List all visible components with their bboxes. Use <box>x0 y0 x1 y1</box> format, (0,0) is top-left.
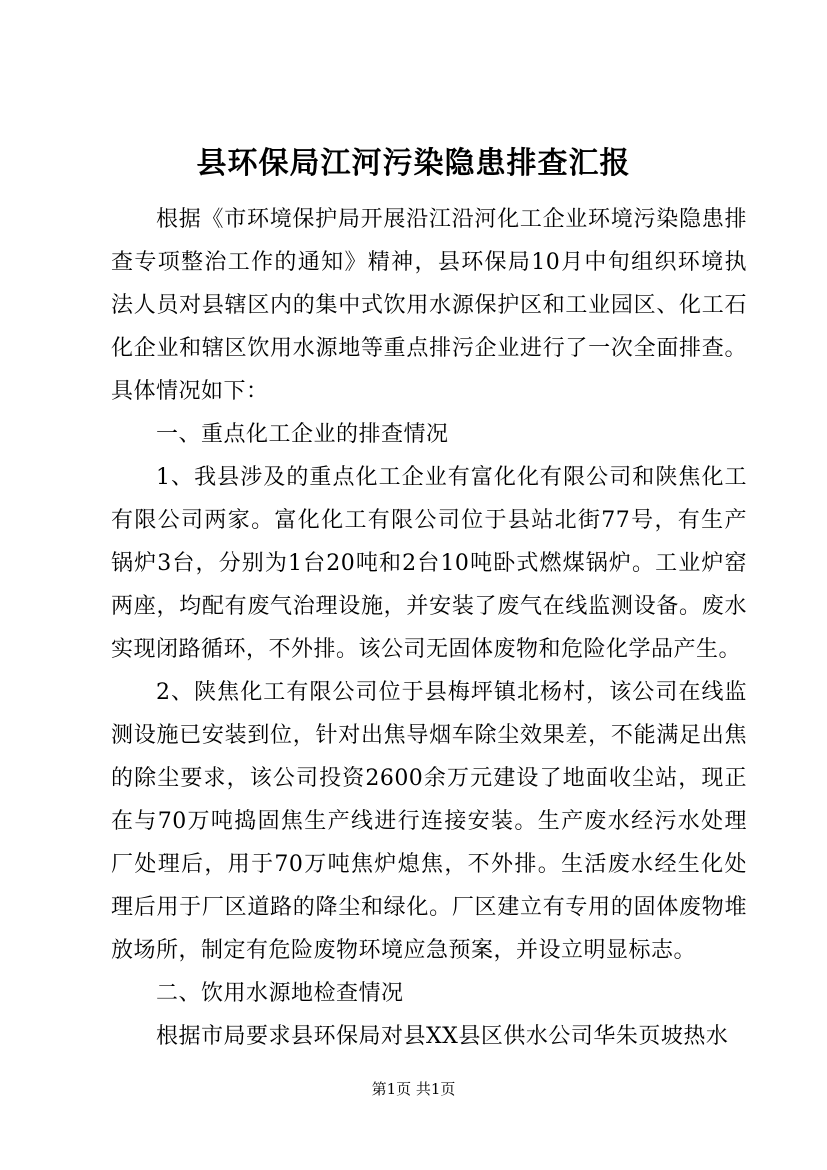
paragraph-intro: 根据《市环境保护局开展沿江沿河化工企业环境污染隐患排查专项整治工作的通知》精神，县环保局10月中旬组织环境执法人员对县辖区内的集中式饮用水源保护区和工业园区、化工石化企业和辖区饮用水源地等重点排污企业进行了一次全面排查。具体情况如下： <box>111 207 747 404</box>
section-heading-2: 二、饮用水源地检查情况 <box>156 981 404 1006</box>
section-heading-1: 一、重点化工企业的排查情况 <box>156 422 449 447</box>
document-body <box>111 198 747 1058</box>
document-title: 县环保局江河污染隐患排查汇报 <box>196 146 631 181</box>
page-footer: 第1页 共1页 <box>371 1080 456 1098</box>
paragraph-item-1: 1、我县涉及的重点化工企业有富化化有限公司和陕焦化工有限公司两家。富化化工有限公司位于县站北街77号，有生产锅炉3台，分别为1台20吨和2台10吨卧式燃煤锅炉。工业炉窑两座，均配有废气治理设施，并安装了废气在线监测设备。废水实现闭路循环，不外排。该公司无固体废物和危险化学品产生。 <box>111 465 747 662</box>
paragraph-item-2: 2、陕焦化工有限公司位于县梅坪镇北杨村，该公司在线监测设施已安装到位，针对出焦导烟车除尘效果差，不能满足出焦的除尘要求，该公司投资2600余万元建设了地面收尘站，现正在与70万吨捣固焦生产线进行连接安装。生产废水经污水处理厂处理后，用于70万吨焦炉熄焦，不外排。生活废水经生化处理后用于厂区道路的降尘和绿化。厂区建立有专用的固体废物堆放场所，制定有危险废物环境应急预案，并设立明显标志。 <box>111 680 747 963</box>
paragraph-water-source: 根据市局要求县环保局对县XX县区供水公司华朱页坡热水 <box>156 1024 729 1049</box>
